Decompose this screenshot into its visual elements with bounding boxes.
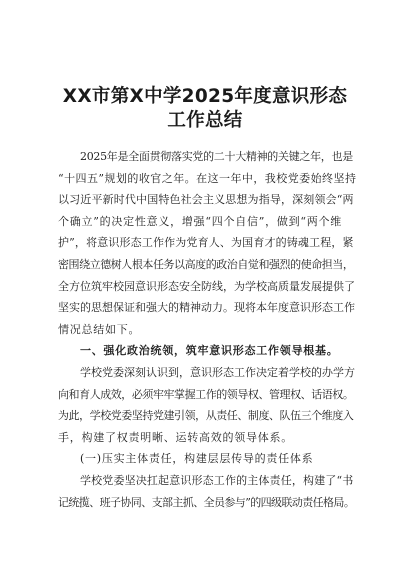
paragraph-line: 全方位筑牢校园意识形态安全防线，为学校高质量发展提供了 xyxy=(58,279,355,293)
paragraph-line: 手，构建了权责明晰、运转高效的领导体系。 xyxy=(58,430,293,444)
paragraph-line: 密围绕立德树人根本任务以高度的政治自觉和强烈的使命担当， xyxy=(58,257,354,271)
paragraph-leadership xyxy=(58,362,356,448)
document-title-line-2: 工作总结 xyxy=(167,110,243,131)
paragraph-line: 为此，学校党委坚持党建引领，从责任、制度、队伍三个维度入 xyxy=(58,409,354,423)
paragraph-line: “十四五”规划的收官之年。在这一年中，我校党委始终坚持 xyxy=(58,171,356,185)
section-heading-text: 一、强化政治统领，筑牢意识形态工作领导根基。 xyxy=(80,344,339,357)
paragraph-line: 向和育人成效，必须牢牢掌握工作的领导权、管理权、话语权。 xyxy=(58,387,354,401)
paragraph-line: 护”，将意识形态工作作为党育人、为国育才的铸魂工程，紧 xyxy=(58,236,354,250)
paragraph-line: 学校党委深刻认识到，意识形态工作决定着学校的办学方 xyxy=(80,366,355,379)
subsection-heading-1 xyxy=(58,448,356,470)
paragraph-line: 坚实的思想保证和强大的精神动力。现将本年度意识形态工作 xyxy=(58,301,355,315)
document-title-line-1: XX市第X中学2025年度意识形态 xyxy=(62,86,348,107)
paragraph-line: 以习近平新时代中国特色社会主义思想为指导，深刻领会“两 xyxy=(58,193,354,207)
paragraph-line: 学校党委坚决扛起意识形态工作的主体责任，构建了“书 xyxy=(80,474,354,487)
paragraph-line: 2025年是全面贯彻落实党的二十大精神的关键之年，也是 xyxy=(80,150,353,163)
section-heading-1 xyxy=(58,340,356,362)
paragraph-intro xyxy=(58,146,356,340)
paragraph-line: 情况总结如下。 xyxy=(58,322,141,336)
paragraph-responsibility xyxy=(58,470,356,513)
paragraph-line: 记统揽、班子协同、支部主抓、全员参与”的四级联动责任格局。 xyxy=(58,495,355,509)
paragraph-line: 个确立”的决定性意义，增强“四个自信”，做到“两个维 xyxy=(58,214,342,228)
subsection-heading-text: (一)压实主体责任，构建层层传导的责任体系 xyxy=(80,452,314,465)
